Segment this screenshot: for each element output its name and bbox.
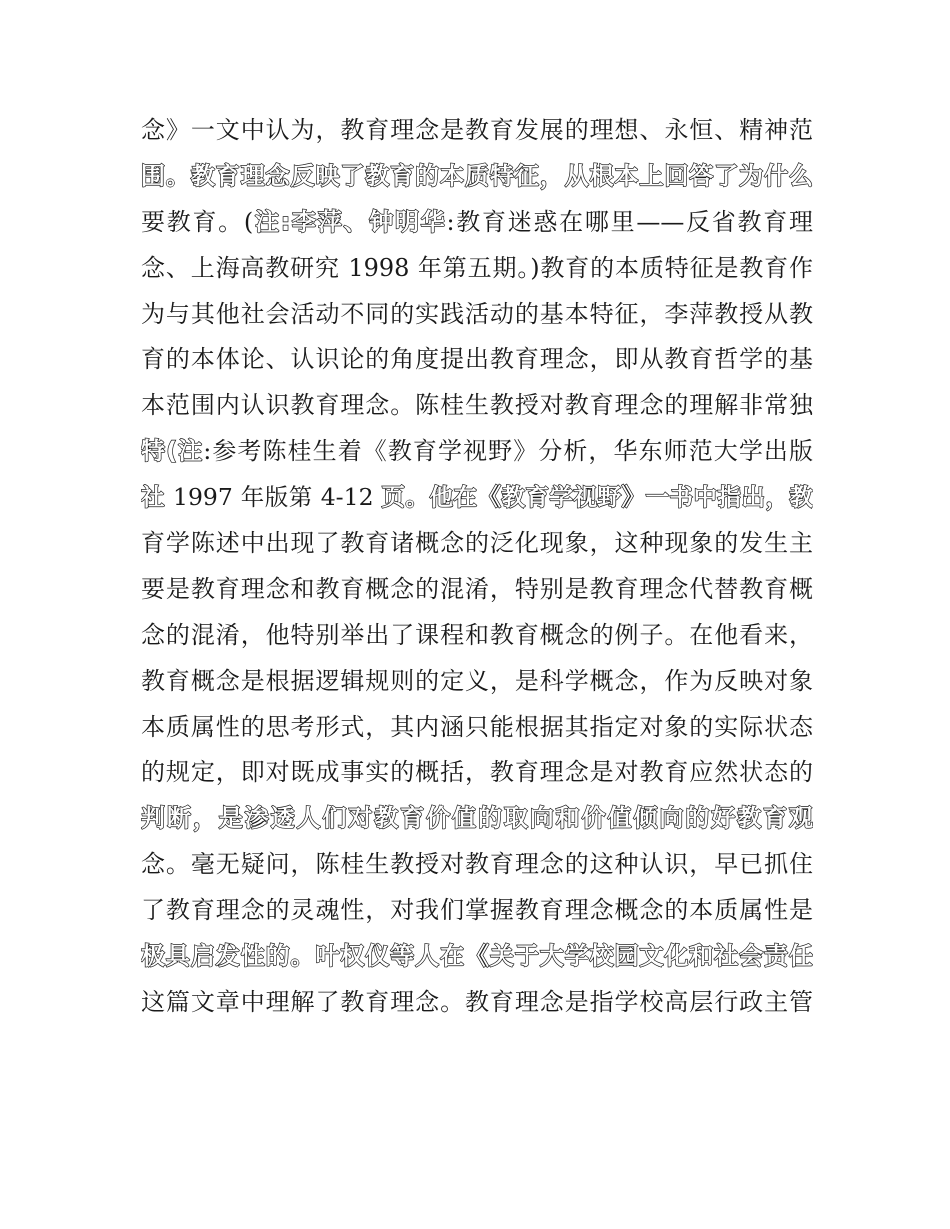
text-segment: 了教育理念的灵魂性，对我们掌握教育理念概念的本质属性是 (141, 896, 813, 925)
text-segment: 这篇文章中理解了教育理念。教育理念是指学校高层行政主管 (141, 987, 813, 1016)
text-segment: 本质属性的思考形式，其内涵只能根据其指定对象的实际状态 (141, 712, 813, 741)
text-line (141, 337, 813, 383)
outlined-text-segment: 围。教育理念反映了教育的本质特征，从根本上回答了为什么 (141, 161, 813, 190)
text-line (141, 659, 813, 705)
text-segment: 育学陈述中出现了教育诸概念的泛化现象，这种现象的发生主 (141, 529, 813, 558)
text-line (141, 980, 813, 1026)
text-segment: 1997 年版第 4-12 (165, 483, 382, 512)
text-segment: 育的本体论、认识论的角度提出教育理念，即从教育哲学的基 (141, 345, 813, 374)
outlined-text-segment: 极具启发性的。叶权仪等人在《关于大学校园文化和社会责任 (141, 942, 813, 971)
outlined-text-segment: 特(注 (141, 437, 204, 466)
outlined-text-segment: 判断，是渗透人们对教育价值的取向和价值倾向的好教育观 (141, 804, 813, 833)
text-segment: :教育迷惑在哪里——反省教育理 (446, 207, 813, 236)
text-line (141, 567, 813, 613)
outlined-text-segment: 社 (141, 483, 166, 512)
text-segment: 本范围内认识教育理念。陈桂生教授对教育理念的理解非常独 (141, 391, 813, 420)
body-text (141, 108, 813, 1026)
text-segment: 念、上海高教研究 1998 年第五期。)教育的本质特征是教育作 (141, 253, 813, 282)
text-line (141, 705, 813, 751)
text-line (141, 429, 813, 475)
text-line (141, 292, 813, 338)
text-segment: 教育概念是根据逻辑规则的定义，是科学概念，作为反映对象 (141, 666, 813, 695)
text-line (141, 154, 813, 200)
text-segment: 念。毫无疑问，陈桂生教授对教育理念的这种认识，早已抓住 (141, 850, 813, 879)
text-line (141, 796, 813, 842)
text-line (141, 613, 813, 659)
text-line (141, 888, 813, 934)
text-segment: 为与其他社会活动不同的实践活动的基本特征，李萍教授从教 (141, 299, 813, 328)
text-line (141, 475, 813, 521)
text-segment: 的规定，即对既成事实的概括，教育理念是对教育应然状态的 (141, 758, 813, 787)
text-line (141, 200, 813, 246)
text-line (141, 521, 813, 567)
text-line (141, 383, 813, 429)
text-line (141, 246, 813, 292)
outlined-text-segment: 页。他在《教育学视野》一书中指出，教 (381, 483, 813, 512)
outlined-text-segment: 注:李萍、钟明华 (253, 207, 447, 236)
text-line (141, 750, 813, 796)
text-segment: 念》一文中认为，教育理念是教育发展的理想、永恒、精神范 (141, 116, 813, 144)
text-segment: :参考陈桂生着《教育学视野》分析，华东师范大学出版 (203, 437, 813, 466)
text-line (141, 842, 813, 888)
text-segment: 要教育。( (141, 207, 254, 236)
text-line (141, 934, 813, 980)
text-segment: 念的混淆，他特别举出了课程和教育概念的例子。在他看来， (141, 620, 813, 649)
text-segment: 要是教育理念和教育概念的混淆，特别是教育理念代替教育概 (141, 574, 813, 603)
text-line (141, 108, 813, 154)
